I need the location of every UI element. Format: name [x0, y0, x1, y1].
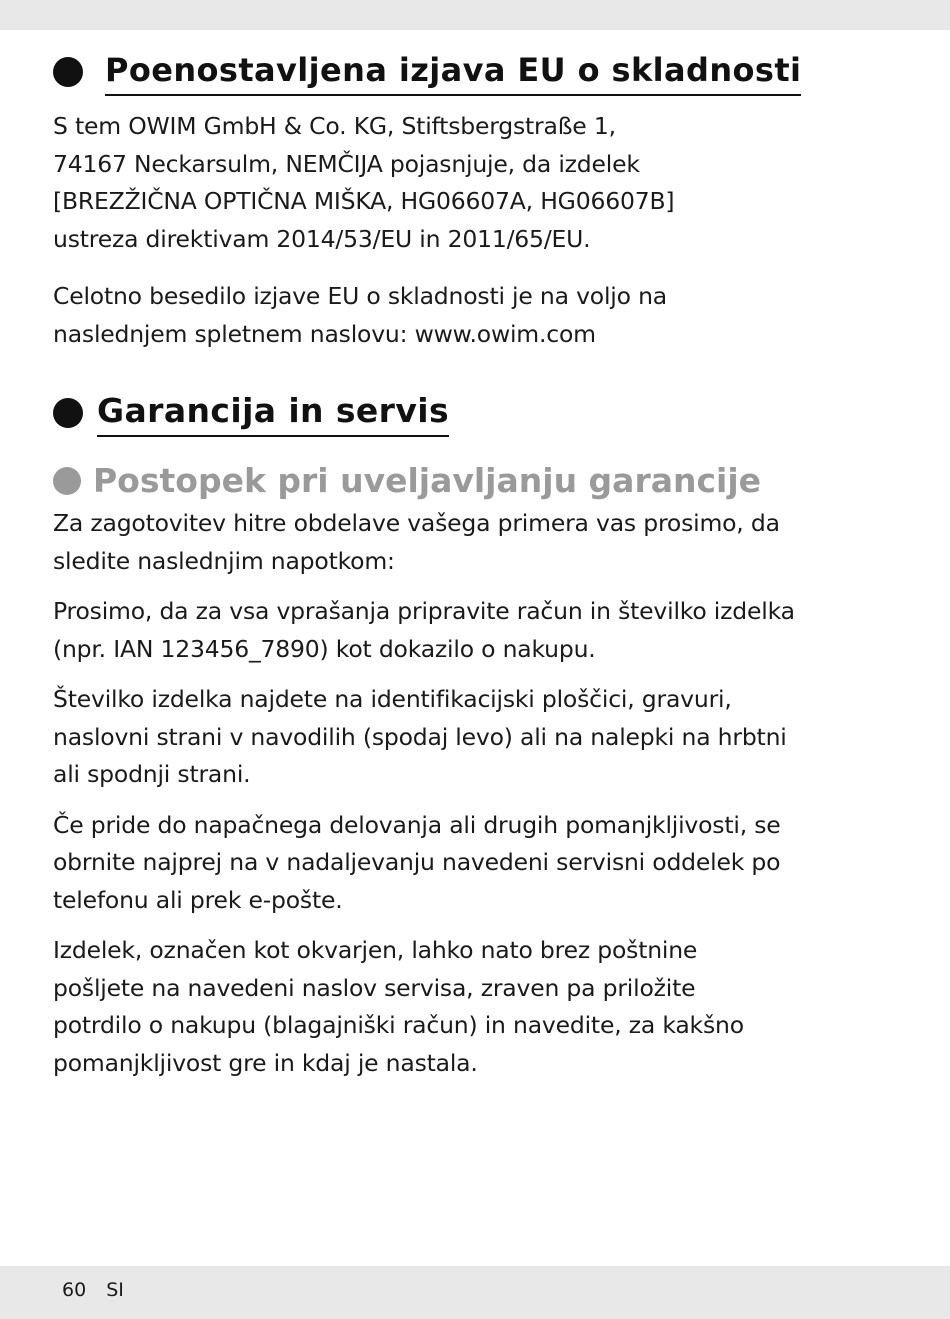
- text-line: Prosimo, da za vsa vprašanja pripravite račun in številko izdelka: [53, 597, 795, 625]
- text-line: 74167 Neckarsulm, NEMČIJA pojasnjuje, da izdelek: [53, 149, 640, 178]
- procedure-paragraph-3: [53, 681, 883, 794]
- heading-warranty-service: [53, 389, 883, 437]
- text-line: ali spodnji strani.: [53, 760, 251, 788]
- text-line: potrdilo o nakupu (blagajniški račun) in navedite, za kakšno: [53, 1011, 744, 1039]
- page-content: [53, 40, 883, 1082]
- text-line: (npr. IAN 123456_7890) kot dokazilo o nakupu.: [53, 634, 596, 663]
- text-line: ustreza direktivam 2014/53/EU in 2011/65/EU.: [53, 224, 591, 253]
- text-line: Če pride do napačnega delovanja ali drugih pomanjkljivosti, se: [53, 810, 781, 839]
- text-line: Za zagotovitev hitre obdelave vašega primera vas prosimo, da: [53, 509, 780, 537]
- eu-declaration-paragraph: [53, 108, 883, 258]
- bullet-icon: [53, 398, 83, 428]
- text-line: Izdelek, označen kot okvarjen, lahko nato brez poštnine: [53, 936, 698, 964]
- heading-eu-declaration: [53, 48, 883, 96]
- text-line: sledite naslednjim napotkom:: [53, 546, 395, 575]
- text-line: naslednjem spletnem naslovu: www.owim.com: [53, 319, 596, 348]
- bullet-icon: [53, 467, 81, 495]
- procedure-paragraph-5: [53, 932, 883, 1082]
- heading-warranty-procedure-text: Postopek pri uveljavljanju garancije: [93, 461, 762, 500]
- text-line: [BREZŽIČNA OPTIČNA MIŠKA, HG06607A, HG06607B]: [53, 187, 675, 215]
- heading-eu-declaration-text: Poenostavljena izjava EU o skladnosti: [105, 48, 801, 96]
- heading-warranty-service-text: Garancija in servis: [97, 389, 449, 437]
- text-line: obrnite najprej na v nadaljevanju navedeni servisni oddelek po: [53, 848, 781, 876]
- procedure-paragraph-4: [53, 807, 883, 920]
- heading-warranty-procedure: [53, 459, 883, 503]
- text-line: Številko izdelka najdete na identifikacijski ploščici, gravuri,: [53, 685, 732, 713]
- text-line: pomanjkljivost gre in kdaj je nastala.: [53, 1048, 478, 1077]
- top-band: [0, 0, 950, 30]
- procedure-paragraph-2: [53, 593, 883, 668]
- text-line: S tem OWIM GmbH & Co. KG, Stiftsbergstraße 1,: [53, 112, 616, 140]
- eu-declaration-url-paragraph: [53, 278, 883, 353]
- language-code: SI: [106, 1279, 124, 1301]
- text-line: telefonu ali prek e-pošte.: [53, 885, 343, 914]
- procedure-paragraph-1: [53, 505, 883, 580]
- text-line: pošljete na navedeni naslov servisa, zraven pa priložite: [53, 973, 696, 1002]
- page-footer: [62, 1276, 138, 1304]
- page-number: 60: [62, 1279, 87, 1301]
- text-line: Celotno besedilo izjave EU o skladnosti je na voljo na: [53, 282, 667, 310]
- footer-band: [0, 1266, 950, 1319]
- bullet-icon: [53, 57, 83, 87]
- text-line: naslovni strani v navodilih (spodaj levo) ali na nalepki na hrbtni: [53, 722, 787, 751]
